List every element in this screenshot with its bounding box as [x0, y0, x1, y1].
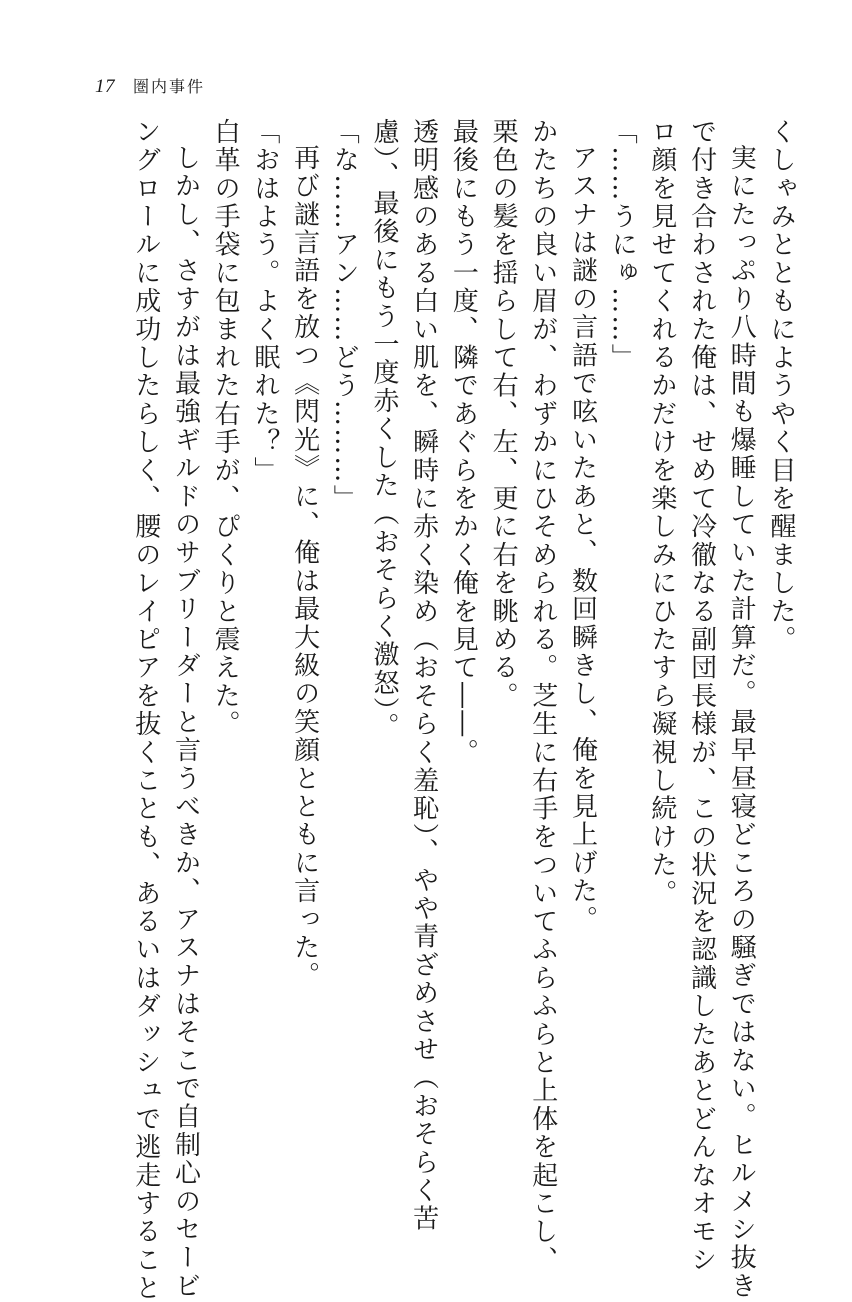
text-line: で付き合わされた俺は、せめて冷徹なる副団長様が、この状況を認識したあとどんなオモシ	[686, 118, 717, 1275]
text-line: アスナは謎の言語で呟いたあと、数回瞬きし、俺を見上げた。	[567, 144, 598, 934]
text-line: 再び謎言語を放つ《閃光》に、俺は最大級の笑顔とともに言った。	[289, 144, 320, 990]
text-line: 実にたっぷり八時間も爆睡していた計算だ。最早昼寝どころの騒ぎではない。ヒルメシ抜き	[726, 144, 757, 1301]
text-line: 最後にもう一度、隣であぐらをかく俺を見て――。	[448, 118, 479, 767]
text-line: 「……うにゅ……」	[607, 118, 638, 372]
text-line: 白革の手袋に包まれた右手が、ぴくりと震えた。	[210, 118, 241, 739]
text-line: ロ顔を見せてくれるかだけを楽しみにひたすら凝視し続けた。	[646, 118, 677, 908]
text-line: ングロールに成功したらしく、腰のレイピアを抜くことも、あるいはダッシュで逃走すること	[130, 118, 161, 1302]
text-line: しかし、さすがは最強ギルドのサブリーダーと言うべきか、アスナはそこで自制心のセービ	[170, 144, 201, 1301]
text-line: かたちの良い眉が、わずかにひそめられる。芝生に右手をついてふらふらと上体を起こし、	[527, 118, 558, 1275]
vertical-body-text	[125, 118, 800, 1302]
text-line: 栗色の髪を揺らして右、左、更に右を眺める。	[488, 118, 519, 711]
chapter-title: 圏内事件	[133, 77, 206, 96]
page-number: 17	[95, 76, 115, 97]
running-header	[95, 74, 205, 100]
text-line: 慮）、最後にもう一度赤くした（おそらく激怒）。	[368, 118, 399, 741]
text-line: 「おはよう。よく眠れた？」	[249, 118, 280, 485]
text-line: くしゃみとともにようやく目を醒ました。	[766, 118, 796, 654]
text-line: 透明感のある白い肌を、瞬時に赤く染め（おそらく羞恥）、やや青ざめさせ（おそらく苦	[408, 118, 439, 1233]
text-line: 「な……アン……どう………」	[329, 118, 360, 513]
